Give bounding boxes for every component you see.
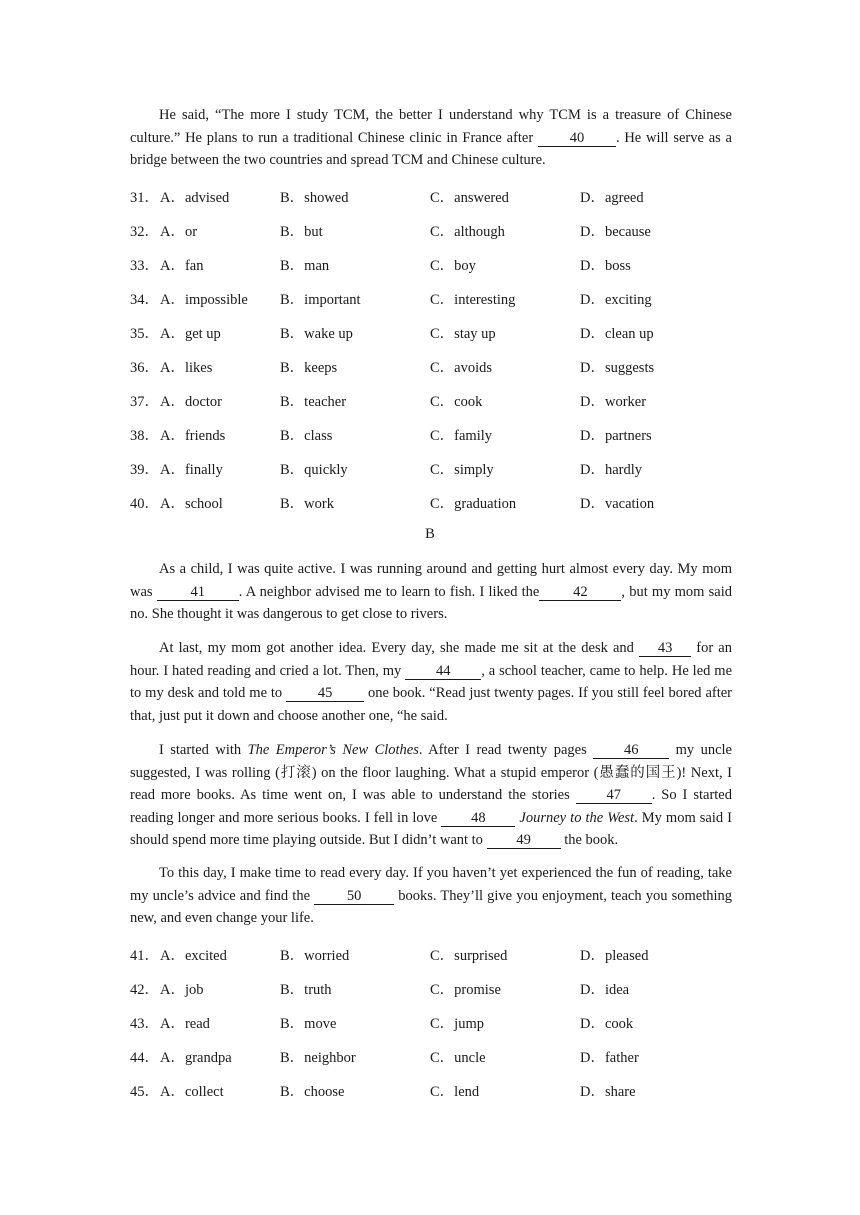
question-number: 42． — [130, 982, 159, 998]
option-b: B．wake up — [280, 326, 353, 342]
option-b: B．but — [280, 224, 323, 240]
option-c: C．lend — [430, 1084, 480, 1100]
question-row-42 — [130, 978, 750, 1000]
option-a: A．finally — [160, 462, 223, 478]
blank-43: 43 — [639, 640, 691, 657]
question-number: 31． — [130, 190, 159, 206]
option-c: C．promise — [430, 982, 501, 998]
question-number: 41． — [130, 948, 159, 964]
paragraph-text: To this day, I make time to read every day. If you haven’t yet experienced the fun of reading, take my uncle’s advice and find the — [130, 865, 732, 904]
paragraph-text: one book. “Read just twenty pages. If you still feel bored after that, just put it down and choose another one, “he said. — [130, 685, 733, 724]
question-row-40 — [130, 492, 750, 514]
option-b: B．keeps — [280, 360, 338, 376]
blank-48: 48 — [441, 810, 515, 827]
paragraph-text: , but my mom said no. She thought it was dangerous to get close to rivers. — [130, 583, 732, 623]
passage-paragraph-3 — [130, 739, 732, 852]
option-c: C．answered — [430, 190, 509, 206]
option-a: A．likes — [160, 360, 213, 376]
paragraph-text: . So I started reading longer and more serious books. I fell in love — [130, 787, 732, 826]
option-b: B．teacher — [280, 394, 347, 410]
option-a: A．collect — [160, 1084, 224, 1100]
option-d: D．share — [580, 1084, 636, 1100]
question-number: 45． — [130, 1084, 159, 1100]
option-a: A．advised — [160, 190, 230, 206]
option-d: D．idea — [580, 982, 630, 998]
question-number: 32． — [130, 224, 159, 240]
paragraph-text: . My mom said I should spend more time playing outside. But I didn’t want to — [130, 809, 733, 849]
option-a: A．doctor — [160, 394, 223, 410]
option-c: C．jump — [430, 1016, 484, 1032]
option-a: A．impossible — [160, 292, 248, 308]
question-row-31 — [130, 186, 750, 208]
passage-paragraph-2 — [130, 637, 732, 727]
paragraph-text: for an hour. I hated reading and cried a lot. Then, my — [130, 640, 732, 679]
paragraph-text: my uncle suggested, I was rolling (打滚) on the floor laughing. What a stupid emperor (愚蠢的国王)! Next, I read more books. As time went on, I was able to understand the stories — [130, 742, 732, 804]
option-b: B．choose — [280, 1084, 345, 1100]
option-b: B．man — [280, 258, 330, 274]
option-a: A．read — [160, 1016, 210, 1032]
question-row-32 — [130, 220, 750, 242]
question-row-38 — [130, 424, 750, 446]
section-heading-b: B — [425, 526, 435, 542]
option-d: D．father — [580, 1050, 639, 1066]
option-a: A．friends — [160, 428, 226, 444]
option-d: D．partners — [580, 428, 652, 444]
option-b: B．worried — [280, 948, 350, 964]
option-b: B．truth — [280, 982, 332, 998]
option-a: A．school — [160, 496, 223, 512]
question-number: 38． — [130, 428, 159, 444]
option-a: A．or — [160, 224, 198, 240]
blank-40: 40 — [538, 130, 616, 147]
option-a: A．excited — [160, 948, 227, 964]
paragraph-text: At last, my mom got another idea. Every day, she made me sit at the desk and — [159, 640, 640, 656]
paragraph-text: I started with — [159, 742, 248, 758]
paragraph-text: As a child, I was quite active. I was running around and getting hurt almost every day. My mom was — [130, 561, 732, 600]
blank-47: 47 — [576, 787, 652, 804]
question-row-35 — [130, 322, 750, 344]
option-a: A．get up — [160, 326, 221, 342]
option-a: A．job — [160, 982, 204, 998]
question-row-34 — [130, 288, 750, 310]
option-b: B．class — [280, 428, 333, 444]
option-c: C．interesting — [430, 292, 516, 308]
intro-paragraph — [130, 104, 732, 172]
option-c: C．avoids — [430, 360, 493, 376]
option-b: B．important — [280, 292, 361, 308]
blank-46: 46 — [593, 742, 669, 759]
blank-45: 45 — [286, 685, 364, 702]
question-number: 36． — [130, 360, 159, 376]
question-number: 43． — [130, 1016, 159, 1032]
option-c: C．family — [430, 428, 493, 444]
option-c: C．cook — [430, 394, 483, 410]
paragraph-text: books. They’ll give you enjoyment, teach you something new, and even change your life. — [130, 887, 732, 927]
option-d: D．hardly — [580, 462, 643, 478]
question-row-44 — [130, 1046, 750, 1068]
question-row-36 — [130, 356, 750, 378]
question-number: 35． — [130, 326, 159, 342]
blank-49: 49 — [487, 832, 561, 849]
question-number: 40． — [130, 496, 159, 512]
option-d: D．because — [580, 224, 651, 240]
option-c: C．boy — [430, 258, 476, 274]
paragraph-text: He said, “The more I study TCM, the better I understand why TCM is a treasure of Chinese culture.” He plans to run a traditional Chinese clinic in France after — [130, 107, 732, 146]
question-row-33 — [130, 254, 750, 276]
option-b: B．neighbor — [280, 1050, 356, 1066]
option-b: B．showed — [280, 190, 349, 206]
option-c: C．stay up — [430, 326, 496, 342]
book-title: The Emperor’s New Clothes — [247, 742, 419, 758]
option-b: B．work — [280, 496, 334, 512]
option-c: C．simply — [430, 462, 494, 478]
paragraph-text: . A neighbor advised me to learn to fish. I liked the — [238, 583, 540, 600]
option-c: C．surprised — [430, 948, 508, 964]
blank-50: 50 — [314, 888, 394, 905]
blank-42: 42 — [539, 584, 621, 601]
blank-41: 41 — [157, 584, 239, 601]
option-d: D．pleased — [580, 948, 649, 964]
book-title: Journey to the West — [519, 809, 635, 826]
option-c: C．uncle — [430, 1050, 486, 1066]
option-c: C．graduation — [430, 496, 517, 512]
question-row-39 — [130, 458, 750, 480]
question-number: 34． — [130, 292, 159, 308]
question-row-41 — [130, 944, 750, 966]
option-b: B．quickly — [280, 462, 348, 478]
question-number: 39． — [130, 462, 159, 478]
passage-paragraph-4 — [130, 862, 732, 930]
option-d: D．worker — [580, 394, 647, 410]
question-number: 33． — [130, 258, 159, 274]
option-b: B．move — [280, 1016, 337, 1032]
option-c: C．although — [430, 224, 505, 240]
question-number: 37． — [130, 394, 159, 410]
question-number: 44． — [130, 1050, 159, 1066]
passage-paragraph-1 — [130, 558, 732, 626]
option-a: A．grandpa — [160, 1050, 232, 1066]
question-row-37 — [130, 390, 750, 412]
option-d: D．agreed — [580, 190, 644, 206]
option-d: D．boss — [580, 258, 631, 274]
blank-44: 44 — [405, 663, 481, 680]
option-d: D．suggests — [580, 360, 655, 376]
option-d: D．clean up — [580, 326, 654, 342]
option-d: D．cook — [580, 1016, 634, 1032]
option-a: A．fan — [160, 258, 204, 274]
paragraph-text: . He will serve as a bridge between the two countries and spread TCM and Chinese culture. — [130, 129, 732, 169]
option-d: D．exciting — [580, 292, 652, 308]
paragraph-text: . After I read twenty pages — [418, 742, 594, 758]
option-d: D．vacation — [580, 496, 655, 512]
paragraph-text: the book. — [560, 832, 619, 849]
paragraph-text: , a school teacher, came to help. He led me to my desk and told me to — [130, 662, 733, 702]
question-row-45 — [130, 1080, 750, 1102]
question-row-43 — [130, 1012, 750, 1034]
